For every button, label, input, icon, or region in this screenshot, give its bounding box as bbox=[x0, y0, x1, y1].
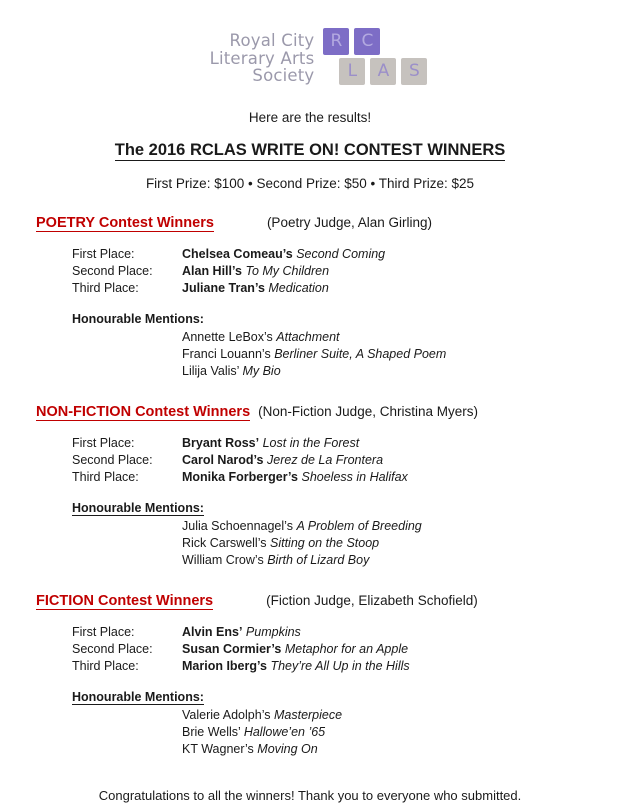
honourable-mentions-label bbox=[0, 312, 620, 326]
place-label: First Place: bbox=[72, 625, 135, 639]
place-row bbox=[72, 280, 620, 297]
contest-sections bbox=[0, 215, 620, 758]
place-row bbox=[72, 641, 620, 658]
section-judge: (Non-Fiction Judge, Christina Myers) bbox=[258, 404, 478, 419]
honourable-mention-author: William Crow’s bbox=[182, 553, 264, 567]
place-entry bbox=[182, 280, 329, 297]
prize-summary: First Prize: $100 • Second Prize: $50 • Third Prize: $25 bbox=[145, 176, 475, 191]
place-label: First Place: bbox=[72, 436, 135, 450]
logo-wordmark-line-1: Royal City bbox=[229, 31, 315, 50]
place-row bbox=[72, 452, 620, 469]
place-label: Third Place: bbox=[72, 281, 139, 295]
place-entry bbox=[182, 624, 301, 641]
honourable-mentions-label-text: Honourable Mentions: bbox=[72, 690, 204, 704]
place-author: Susan Cormier’s bbox=[182, 642, 282, 656]
place-entry bbox=[182, 658, 410, 675]
place-list bbox=[0, 624, 620, 675]
place-label: Second Place: bbox=[72, 264, 153, 278]
honourable-mention-author: Brie Wells’ bbox=[182, 725, 241, 739]
honourable-mention-author: Annette LeBox’s bbox=[182, 330, 273, 344]
honourable-mention-work-title: Masterpiece bbox=[273, 708, 343, 722]
honourable-mention-work-title: Attachment bbox=[276, 330, 340, 344]
footer-message: Congratulations to all the winners! Thank you to everyone who submitted. bbox=[98, 788, 522, 803]
place-row bbox=[72, 263, 620, 280]
place-row bbox=[72, 658, 620, 675]
place-work-title: Medication bbox=[268, 281, 329, 295]
honourable-mention-work-title: A Problem of Breeding bbox=[296, 519, 422, 533]
place-author: Marion Iberg’s bbox=[182, 659, 267, 673]
contest-section bbox=[0, 593, 620, 758]
honourable-mention-work-title: My Bio bbox=[242, 364, 281, 378]
section-judge: (Fiction Judge, Elizabeth Schofield) bbox=[266, 593, 478, 608]
honourable-mention-work-title: Moving On bbox=[257, 742, 318, 756]
honourable-mentions-label bbox=[0, 501, 620, 515]
page-title bbox=[0, 141, 620, 160]
honourable-mention-author: Valerie Adolph’s bbox=[182, 708, 271, 722]
honourable-mention-row bbox=[182, 552, 620, 569]
honourable-mention-row bbox=[182, 741, 620, 758]
logo-wordmark-line-3: Society bbox=[252, 66, 315, 85]
place-entry bbox=[182, 469, 408, 486]
place-work-title: Second Coming bbox=[296, 247, 386, 261]
honourable-mention-row bbox=[182, 329, 620, 346]
honourable-mention-work-title: Sitting on the Stoop bbox=[270, 536, 380, 550]
place-entry bbox=[182, 435, 359, 452]
place-author: Alvin Ens’ bbox=[182, 625, 243, 639]
place-author: Monika Forberger’s bbox=[182, 470, 298, 484]
place-label: Second Place: bbox=[72, 453, 153, 467]
contest-section bbox=[0, 404, 620, 569]
place-label: Third Place: bbox=[72, 470, 139, 484]
place-work-title: Jerez de La Frontera bbox=[267, 453, 384, 467]
intro-text: Here are the results! bbox=[248, 110, 372, 125]
place-entry bbox=[182, 263, 329, 280]
place-entry bbox=[182, 452, 383, 469]
honourable-mention-author: KT Wagner’s bbox=[182, 742, 254, 756]
place-entry bbox=[182, 246, 385, 263]
honourable-mention-row bbox=[182, 707, 620, 724]
section-header bbox=[0, 593, 620, 610]
place-author: Alan Hill’s bbox=[182, 264, 242, 278]
place-work-title: To My Children bbox=[245, 264, 330, 278]
section-header bbox=[0, 215, 620, 232]
place-label: First Place: bbox=[72, 247, 135, 261]
logo-tile-s: S bbox=[401, 58, 427, 85]
honourable-mentions-list bbox=[0, 329, 620, 380]
logo-tile-c: C bbox=[354, 28, 380, 55]
place-author: Juliane Tran’s bbox=[182, 281, 265, 295]
honourable-mentions-label bbox=[0, 690, 620, 704]
place-work-title: Pumpkins bbox=[245, 625, 301, 639]
society-logo bbox=[0, 0, 620, 88]
contest-section bbox=[0, 215, 620, 380]
honourable-mentions-label-text: Honourable Mentions: bbox=[72, 312, 204, 326]
honourable-mention-work-title: Hallowe’en ’65 bbox=[243, 725, 326, 739]
honourable-mention-row bbox=[182, 535, 620, 552]
place-row bbox=[72, 246, 620, 263]
place-author: Carol Narod’s bbox=[182, 453, 264, 467]
page-title-text: The 2016 RCLAS WRITE ON! CONTEST WINNERS bbox=[114, 141, 506, 159]
place-author: Chelsea Comeau’s bbox=[182, 247, 293, 261]
logo-tile-r: R bbox=[323, 28, 349, 55]
honourable-mentions-list bbox=[0, 518, 620, 569]
honourable-mention-row bbox=[182, 346, 620, 363]
honourable-mention-row bbox=[182, 363, 620, 380]
place-work-title: Metaphor for an Apple bbox=[284, 642, 409, 656]
honourable-mention-work-title: Berliner Suite, A Shaped Poem bbox=[274, 347, 447, 361]
logo-wordmark bbox=[210, 26, 321, 85]
section-judge: (Poetry Judge, Alan Girling) bbox=[266, 215, 433, 230]
logo-tile-l: L bbox=[339, 58, 365, 85]
place-row bbox=[72, 435, 620, 452]
place-work-title: Shoeless in Halifax bbox=[301, 470, 408, 484]
logo-tile-a: A bbox=[370, 58, 396, 85]
place-entry bbox=[182, 641, 408, 658]
place-list bbox=[0, 435, 620, 486]
honourable-mentions-label-text: Honourable Mentions: bbox=[72, 501, 204, 515]
honourable-mention-row bbox=[182, 724, 620, 741]
logo-tiles bbox=[320, 26, 420, 88]
honourable-mention-row bbox=[182, 518, 620, 535]
logo-wordmark-line-2: Literary Arts bbox=[209, 48, 315, 68]
place-work-title: They’re All Up in the Hills bbox=[270, 659, 410, 673]
section-title: NON-FICTION Contest Winners bbox=[36, 404, 251, 420]
honourable-mentions-list bbox=[0, 707, 620, 758]
place-row bbox=[72, 469, 620, 486]
honourable-mention-author: Franci Louann’s bbox=[182, 347, 271, 361]
place-list bbox=[0, 246, 620, 297]
place-label: Second Place: bbox=[72, 642, 153, 656]
section-title: POETRY Contest Winners bbox=[36, 215, 214, 231]
honourable-mention-work-title: Birth of Lizard Boy bbox=[267, 553, 370, 567]
place-label: Third Place: bbox=[72, 659, 139, 673]
place-row bbox=[72, 624, 620, 641]
section-header bbox=[0, 404, 620, 421]
honourable-mention-author: Lilija Valis’ bbox=[182, 364, 239, 378]
place-author: Bryant Ross’ bbox=[182, 436, 260, 450]
section-title: FICTION Contest Winners bbox=[36, 593, 214, 609]
honourable-mention-author: Rick Carswell’s bbox=[182, 536, 267, 550]
honourable-mention-author: Julia Schoennagel’s bbox=[182, 519, 293, 533]
place-work-title: Lost in the Forest bbox=[262, 436, 360, 450]
